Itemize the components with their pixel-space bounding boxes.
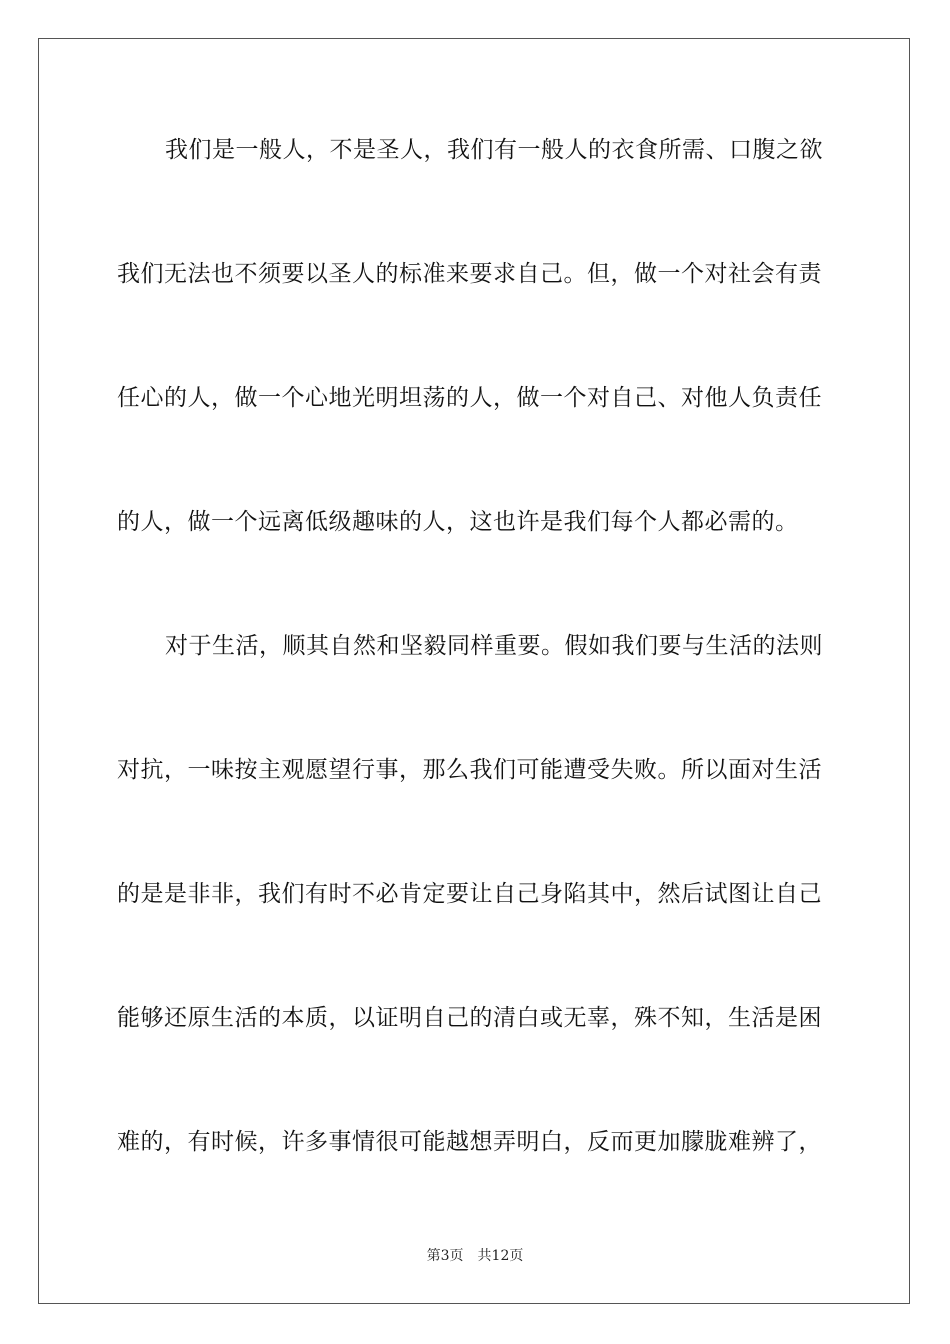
text-line-9: 难的，有时候，许多事情很可能越想弄明白，反而更加朦胧难辨了，: [117, 1129, 822, 1155]
text-line-6: 对抗，一味按主观愿望行事，那么我们可能遭受失败。所以面对生活: [117, 757, 822, 783]
text-line-2: 我们无法也不须要以圣人的标准来要求自己。但，做一个对社会有责: [117, 261, 822, 287]
text-line-1: 我们是一般人，不是圣人，我们有一般人的衣食所需、口腹之欲: [165, 137, 823, 163]
page-number: 第3页: [426, 1248, 464, 1264]
total-pages: 共12页: [477, 1248, 524, 1264]
page-border: [38, 38, 910, 1304]
text-line-3: 任心的人，做一个心地光明坦荡的人，做一个对自己、对他人负责任: [117, 385, 822, 411]
text-line-7: 的是是非非，我们有时不必肯定要让自己身陷其中，然后试图让自己: [117, 881, 822, 907]
text-line-5: 对于生活，顺其自然和坚毅同样重要。假如我们要与生活的法则: [165, 633, 823, 659]
text-line-8: 能够还原生活的本质，以证明自己的清白或无辜，殊不知，生活是困: [117, 1005, 822, 1031]
page-footer: [0, 1246, 950, 1266]
text-line-4: 的人，做一个远离低级趣味的人，这也许是我们每个人都必需的。: [117, 509, 799, 535]
